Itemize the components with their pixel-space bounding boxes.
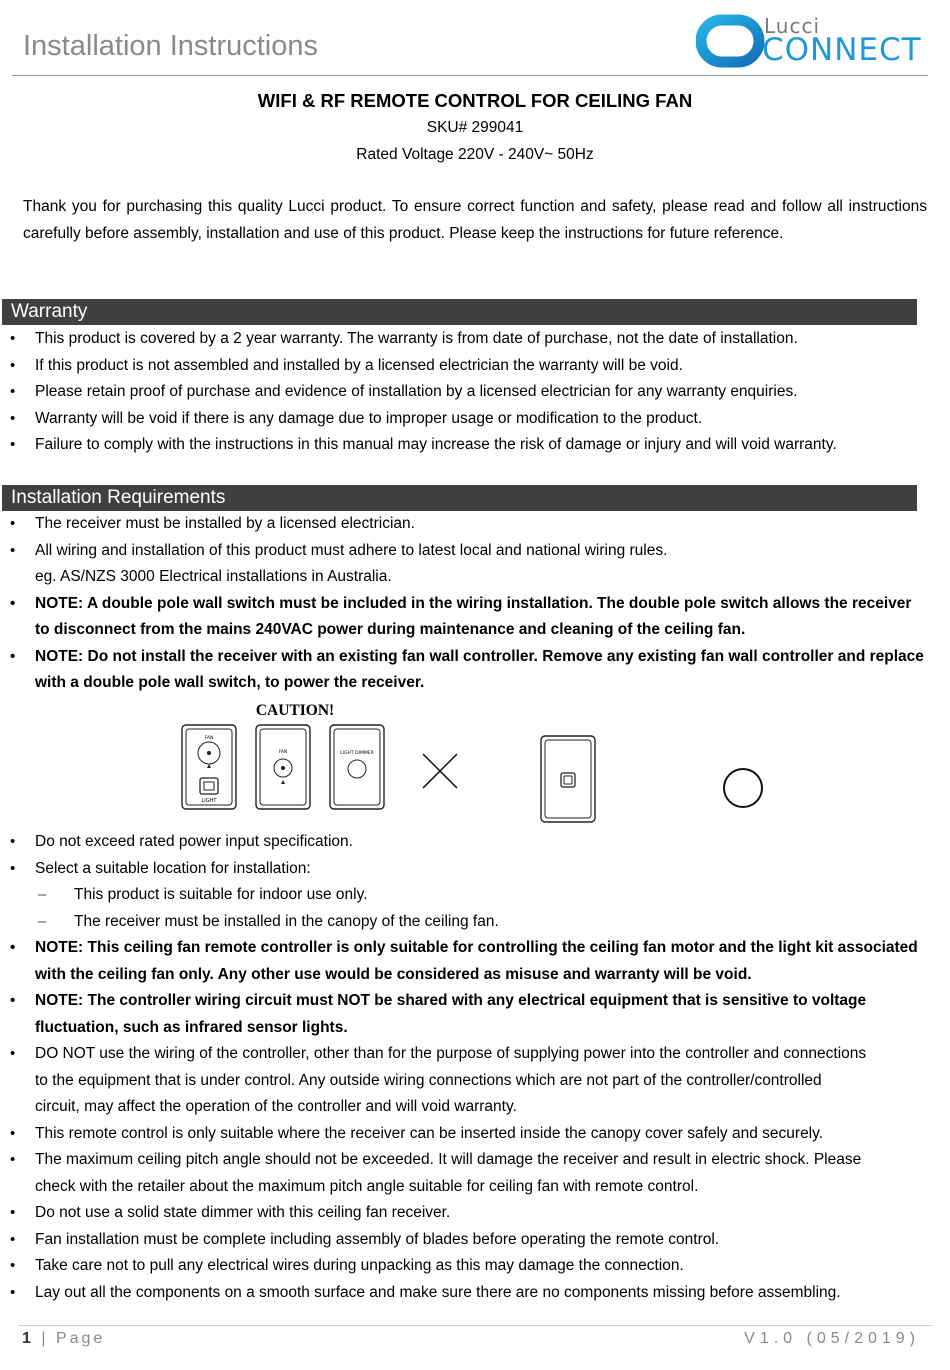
list-item: • Take care not to pull any electrical wires during unpacking as this may damage the connection. — [0, 1253, 930, 1280]
list-item: • The maximum ceiling pitch angle should not be exceeded. It will damage the receiver and result in electric shock. Please check with the retailer about the maximum pitch angle suitable for ceiling fan with remote control. — [0, 1147, 930, 1200]
list-item: • This remote control is only suitable where the receiver can be inserted inside the canopy cover safely and securely. — [0, 1121, 930, 1148]
footer-divider — [18, 1325, 932, 1326]
list-item-note: • NOTE: A double pole wall switch must be included in the wiring installation. The double pole switch allows the receiver to disconnect from the mains 240VAC power during maintenance and cleaning of the ceiling fan. — [0, 591, 930, 644]
warranty-heading: Warranty — [2, 299, 917, 325]
header-divider — [12, 75, 928, 76]
requirements-heading: Installation Requirements — [2, 485, 917, 511]
caution-label: CAUTION! — [255, 702, 335, 719]
list-item: • Please retain proof of purchase and evidence of installation by a licensed electrician for any warranty enquiries. — [0, 379, 930, 406]
version-label: V1.0 (05/2019) — [744, 1330, 920, 1347]
requirements-list-a — [0, 511, 930, 697]
list-item-continuation: eg. AS/NZS 3000 Electrical installations in Australia. — [35, 568, 392, 585]
ok-circle-icon — [724, 769, 762, 807]
list-item: • Do not exceed rated power input specification. — [0, 829, 930, 856]
fan-light-controller-plate — [182, 725, 236, 809]
svg-text:LIGHT: LIGHT — [201, 798, 217, 804]
fan-controller-plate — [256, 725, 310, 809]
sub-list-item: – The receiver must be installed in the canopy of the ceiling fan. — [0, 909, 930, 936]
cross-mark-icon — [423, 754, 457, 788]
intro-paragraph: Thank you for purchasing this quality Lucci product. To ensure correct function and safety, please read and follow all instructions carefully before assembly, installation and use of this product. Please keep the instructions for future reference. — [23, 198, 927, 242]
list-item: • Do not use a solid state dimmer with this ceiling fan receiver. — [0, 1200, 930, 1227]
list-item-note: • NOTE: This ceiling fan remote controller is only suitable for controlling the ceiling fan motor and the light kit associated with the ceiling fan only. Any other use would be considered as misuse and warranty will be void. — [0, 935, 930, 988]
document-sku: SKU# 299041 — [426, 119, 524, 136]
sub-list-item: – This product is suitable for indoor use only. — [0, 882, 930, 909]
brand-logo — [696, 14, 921, 68]
rated-voltage: Rated Voltage 220V - 240V~ 50Hz — [356, 146, 594, 163]
list-item: • This product is covered by a 2 year warranty. The warranty is from date of purchase, not the date of installation. — [0, 326, 930, 353]
logo-word-lucci: Lucci — [764, 14, 821, 38]
page-label: | Page — [41, 1330, 106, 1347]
list-item: • Select a suitable location for installation: — [0, 856, 930, 883]
caution-figure — [170, 700, 790, 828]
double-pole-switch-plate — [541, 736, 595, 822]
logo-word-connect: CONNECT — [762, 32, 922, 68]
list-item: • The receiver must be installed by a licensed electrician. — [0, 511, 930, 538]
page-indicator — [22, 1330, 105, 1348]
list-item: • If this product is not assembled and installed by a licensed electrician the warranty will be void. — [0, 353, 930, 380]
document-title: WIFI & RF REMOTE CONTROL FOR CEILING FAN — [257, 90, 693, 111]
svg-text:FAN: FAN — [278, 750, 288, 755]
list-item: • Warranty will be void if there is any damage due to improper usage or modification to the product. — [0, 406, 930, 433]
warranty-list — [0, 326, 930, 459]
list-item: • Failure to comply with the instructions in this manual may increase the risk of damage or injury and will void warranty. — [0, 432, 930, 459]
light-dimmer-plate — [330, 725, 384, 809]
svg-text:FAN: FAN — [204, 736, 214, 741]
list-item-note: • NOTE: Do not install the receiver with an existing fan wall controller. Remove any existing fan wall controller and replace with a double pole wall switch, to power the receiver. — [0, 644, 930, 697]
list-item: • Lay out all the components on a smooth surface and make sure there are no components missing before assembling. — [0, 1280, 930, 1307]
header-title: Installation Instructions — [23, 30, 318, 62]
logo-ring-icon — [696, 14, 766, 68]
list-item-note: • NOTE: The controller wiring circuit must NOT be shared with any electrical equipment that is sensitive to voltage fluctuation, such as infrared sensor lights. — [0, 988, 930, 1041]
list-item: • DO NOT use the wiring of the controller, other than for the purpose of supplying power into the controller and connections to the equipment that is under control. Any outside wiring connections which are not part of the controller/controlled circuit, may affect the operation of the controller and will void warranty. — [0, 1041, 930, 1121]
list-item: • All wiring and installation of this product must adhere to latest local and national wiring rules. — [0, 538, 930, 565]
page-number: 1 — [22, 1330, 34, 1347]
svg-text:LIGHT DIMMER: LIGHT DIMMER — [340, 751, 374, 756]
list-item: • Fan installation must be complete including assembly of blades before operating the remote control. — [0, 1227, 930, 1254]
requirements-list-b — [0, 829, 930, 1306]
